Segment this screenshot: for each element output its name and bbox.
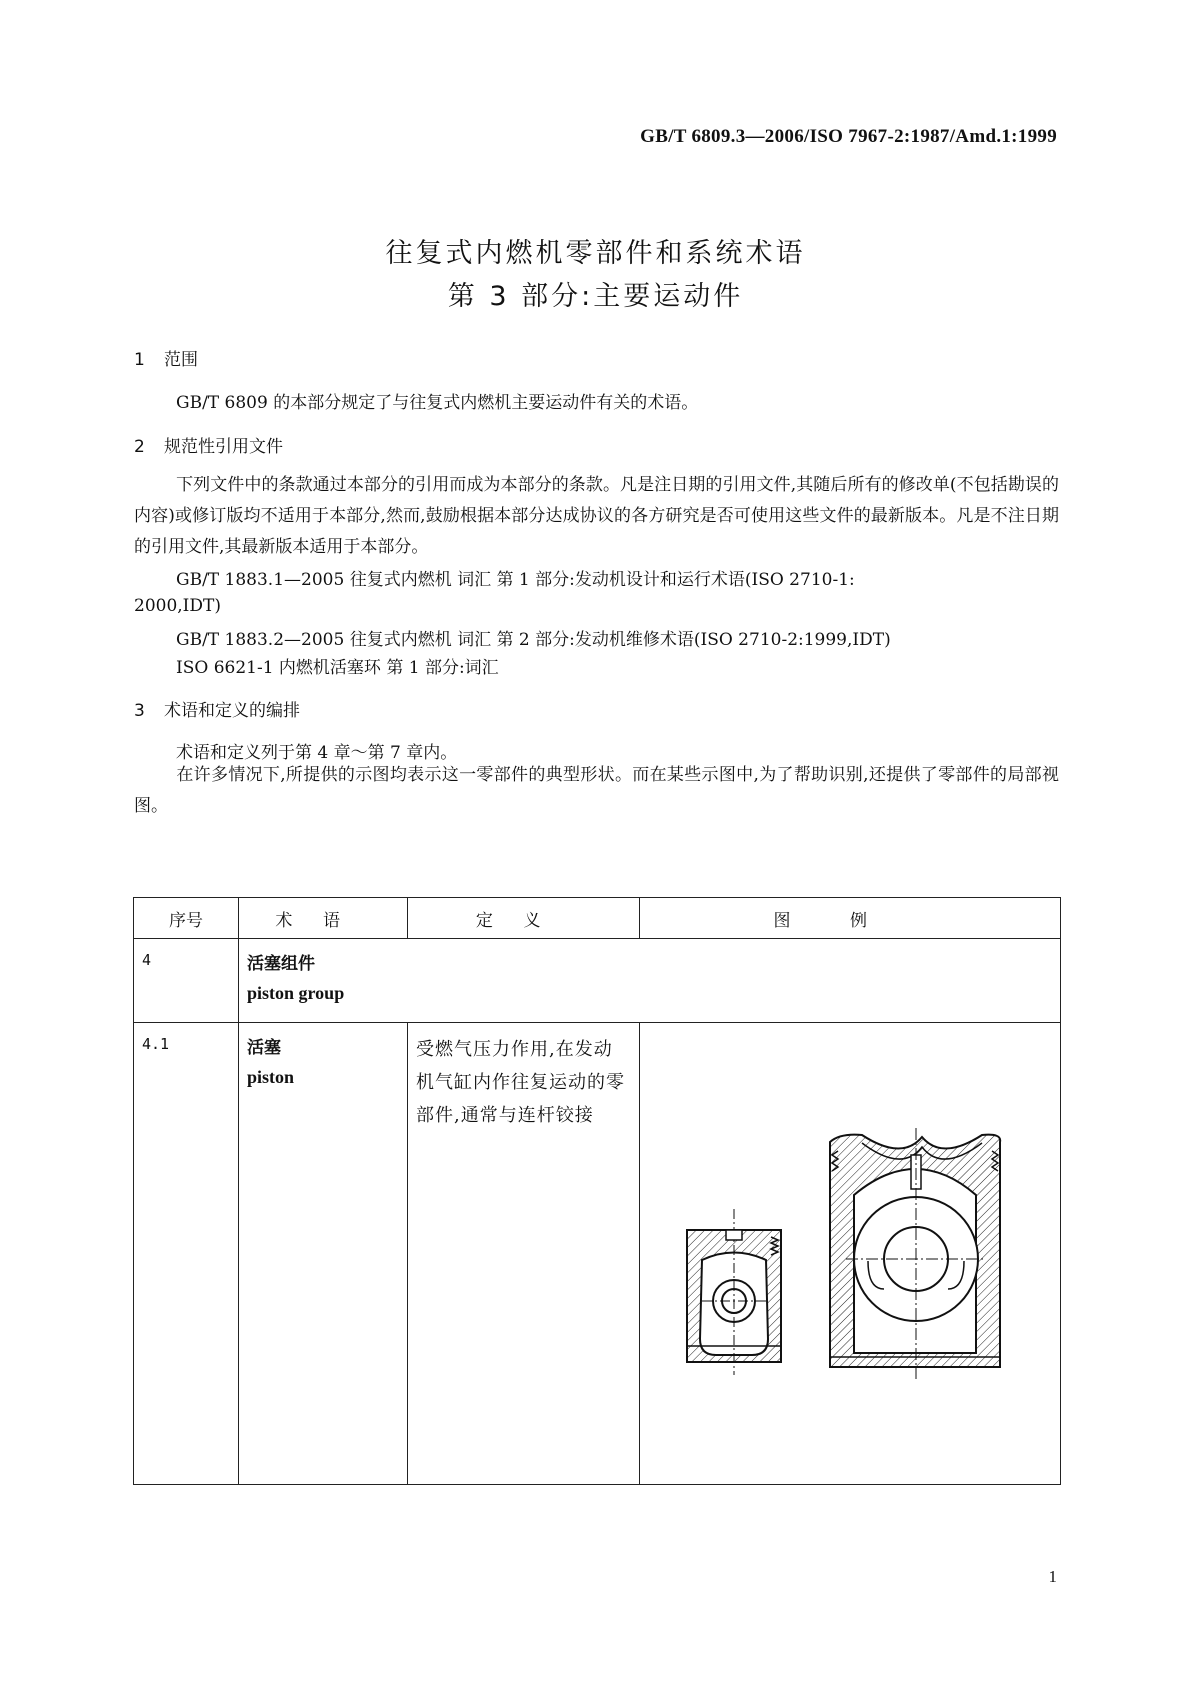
header-definition: 定义	[408, 898, 640, 939]
section-3-heading	[134, 696, 300, 721]
piston-drawing	[640, 1023, 1061, 1479]
document-subtitle: 第 3 部分:主要运动件	[447, 281, 744, 312]
table-header-row	[134, 898, 1061, 939]
reference-3: ISO 6621-1 内燃机活塞环 第 1 部分:词汇	[176, 658, 499, 678]
reference-2: GB/T 1883.2—2005 往复式内燃机 词汇 第 2 部分:发动机维修术语(ISO 2710-2:1999,IDT)	[176, 630, 891, 650]
header-figure: 图例	[640, 898, 1061, 939]
section-1-text: GB/T 6809 的本部分规定了与往复式内燃机主要运动件有关的术语。	[176, 393, 699, 413]
section-3-text-1: 术语和定义列于第 4 章～第 7 章内。	[176, 743, 458, 763]
term-chinese: 活塞组件	[247, 954, 315, 974]
row-number: 4.1	[134, 1023, 239, 1485]
section-title: 范围	[164, 350, 198, 370]
section-title: 术语和定义的编排	[164, 701, 300, 721]
piston-large-section	[830, 1128, 1000, 1379]
section-number: 2	[134, 437, 145, 457]
row-term	[239, 1023, 408, 1485]
header-number: 序号	[134, 898, 239, 939]
reference-1: GB/T 1883.1—2005 往复式内燃机 词汇 第 1 部分:发动机设计和运行术语(ISO 2710-1:	[176, 570, 855, 590]
page-number: 1	[1048, 1567, 1057, 1586]
standard-id: GB/T 6809.3—2006/ISO 7967-2:1987/Amd.1:1999	[640, 126, 1057, 147]
header-term: 术语	[239, 898, 408, 939]
section-title: 规范性引用文件	[164, 437, 283, 457]
document-title: 往复式内燃机零部件和系统术语	[385, 238, 806, 269]
row-number: 4	[134, 939, 239, 1023]
table-row	[134, 939, 1061, 1023]
table-row	[134, 1023, 1061, 1485]
section-1-heading	[134, 345, 198, 370]
term-english: piston group	[247, 983, 345, 1003]
terms-table	[133, 897, 1061, 1485]
section-number: 1	[134, 350, 145, 370]
section-2-paragraph: 下列文件中的条款通过本部分的引用而成为本部分的条款。凡是注日期的引用文件,其随后所有的修改单(不包括勘误的内容)或修订版均不适用于本部分,然而,鼓励根据本部分达成协议的各方研究是否可使用这些文件的最新版本。凡是不注日期的引用文件,其最新版本适用于本部分。	[134, 475, 1059, 557]
section-2-heading	[134, 432, 283, 457]
section-3-paragraph: 在许多情况下,所提供的示图均表示这一零部件的典型形状。而在某些示图中,为了帮助识别,还提供了零部件的局部视图。	[134, 765, 1059, 816]
row-figure	[640, 1023, 1061, 1485]
piston-small-section	[687, 1209, 781, 1375]
section-number: 3	[134, 701, 145, 721]
row-definition: 受燃气压力作用,在发动机气缸内作往复运动的零部件,通常与连杆铰接	[408, 1023, 640, 1485]
row-term	[239, 939, 1061, 1023]
term-english: piston	[247, 1067, 295, 1087]
reference-1-cont: 2000,IDT)	[134, 596, 221, 616]
term-chinese: 活塞	[247, 1038, 281, 1058]
